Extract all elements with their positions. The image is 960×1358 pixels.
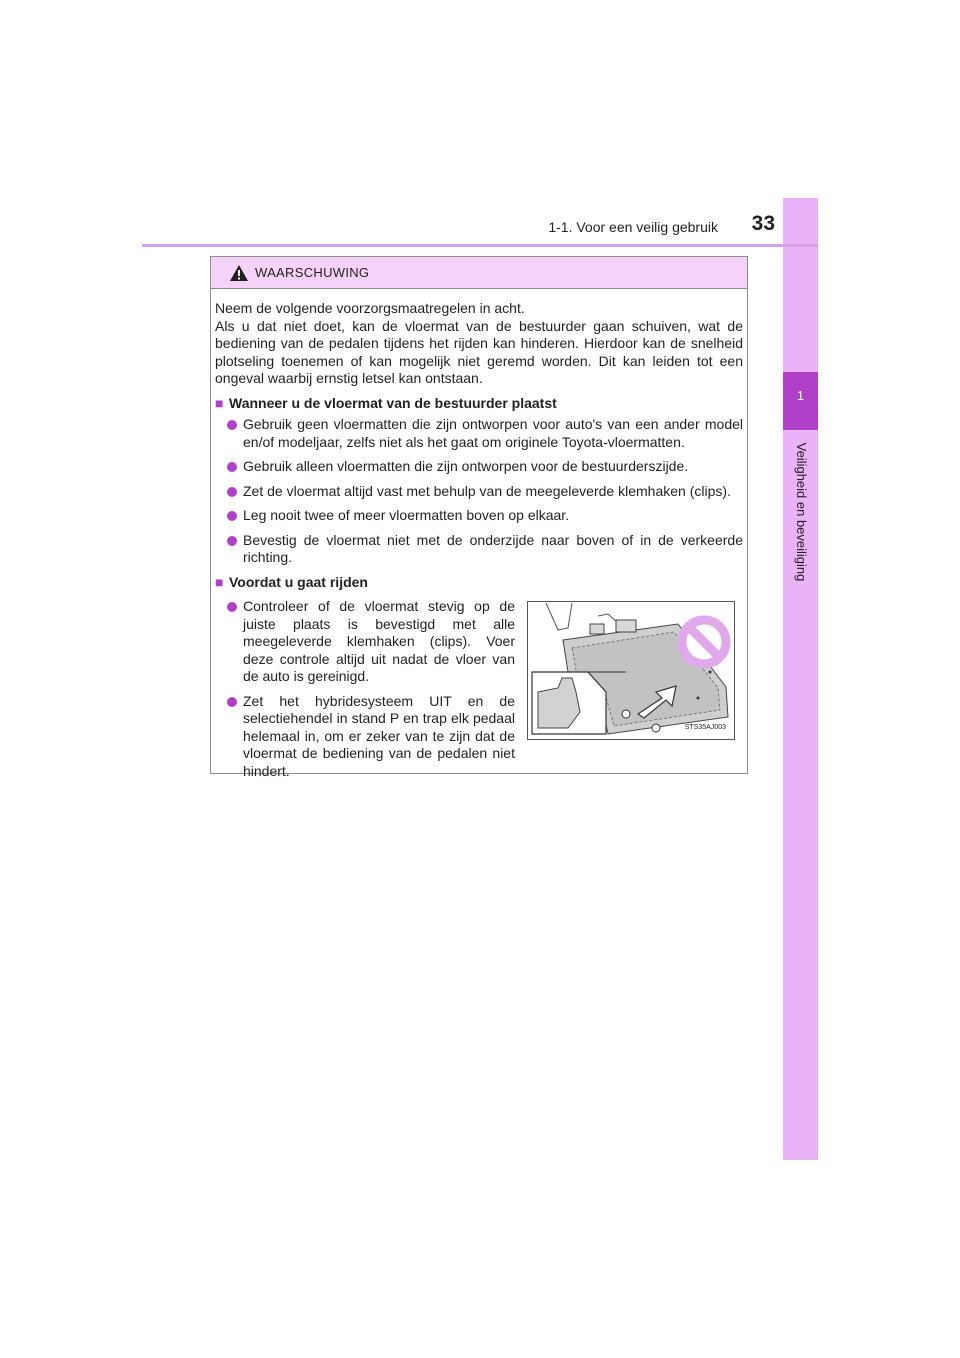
chapter-label: Veiligheid en beveiliging [794,442,809,582]
list-item-text: Controleer of de vloermat stevig op de juiste plaats is bevestigd met alle meegeleverde klemhaken (clips). Voer deze controle altijd uit nadat de vloer van de auto is gereinigd. [243,598,515,684]
floor-mat-illustration [527,601,735,740]
intro-paragraph: Als u dat niet doet, kan de vloermat van de bestuurder gaan schuiven, wat de bediening van de pedalen tijdens het rijden kan hinderen. Hierdoor kan de snelheid plotseling toenemen of kan mogelijk niet geremd worden. Dit kan leiden tot een ongeval waarbij ernstig letsel kan ontstaan. [215,317,743,386]
list-item-text: Bevestig de vloermat niet met de onderzijde naar boven of in de verkeerde richting. [243,531,743,565]
warning-intro [215,300,743,388]
list-item [215,693,515,781]
header-rule [142,244,818,247]
side-tab [783,198,818,1160]
chapter-number: 1 [796,388,805,403]
list-item-text: Leg nooit twee of meer vloermatten boven op elkaar. [243,507,570,523]
page-number: 33 [751,212,775,235]
intro-line: Neem de volgende voorzorgsmaatregelen in acht. [215,300,525,316]
warning-triangle-icon [229,264,249,282]
square-bullet-icon: ■ [215,573,224,590]
bullet-icon [227,420,237,430]
list-item [215,507,743,525]
list-item-text: Zet de vloermat altijd vast met behulp van de meegeleverde klemhaken (clips). [243,482,731,499]
list-item-text: Gebruik alleen vloermatten die zijn ontworpen voor de bestuurderszijde. [243,458,689,474]
bullet-icon [227,487,237,497]
bullet-icon [227,462,237,472]
bullet-list [215,416,743,567]
bullet-icon [227,536,237,546]
list-item [215,483,743,501]
list-item [215,458,743,476]
warning-title: WAARSCHUWING [255,265,370,280]
list-item [215,598,515,686]
list-item-text: Gebruik geen vloermatten die zijn ontworpen voor auto's van een ander model en/of modeljaar, zelfs niet als het gaat om originele Toyota-vloermatten. [243,416,743,450]
figure-code: STS35AJ003 [684,723,726,731]
section-title: 1-1. Voor een veilig gebruik [548,219,718,235]
section-heading [215,395,743,413]
list-item-text: Zet het hybridesysteem UIT en de selectiehendel in stand P en trap elk pedaal helemaal in, om er zeker van te zijn dat de vloermat de bediening van de pedalen niet hindert. [243,692,515,779]
warning-body [215,300,743,798]
bullet-icon [227,602,237,612]
list-item [215,532,743,567]
list-item [215,416,743,451]
two-column-block [215,598,743,798]
square-bullet-icon: ■ [215,394,224,411]
warning-header [211,257,747,289]
section-heading-text: Wanneer u de vloermat van de bestuurder plaatst [229,394,557,411]
bullet-icon [227,511,237,521]
section-heading [215,574,743,592]
section-heading-text: Voordat u gaat rijden [229,573,368,590]
bullet-list [215,598,515,780]
warning-box [210,256,748,779]
bullet-icon [227,697,237,707]
